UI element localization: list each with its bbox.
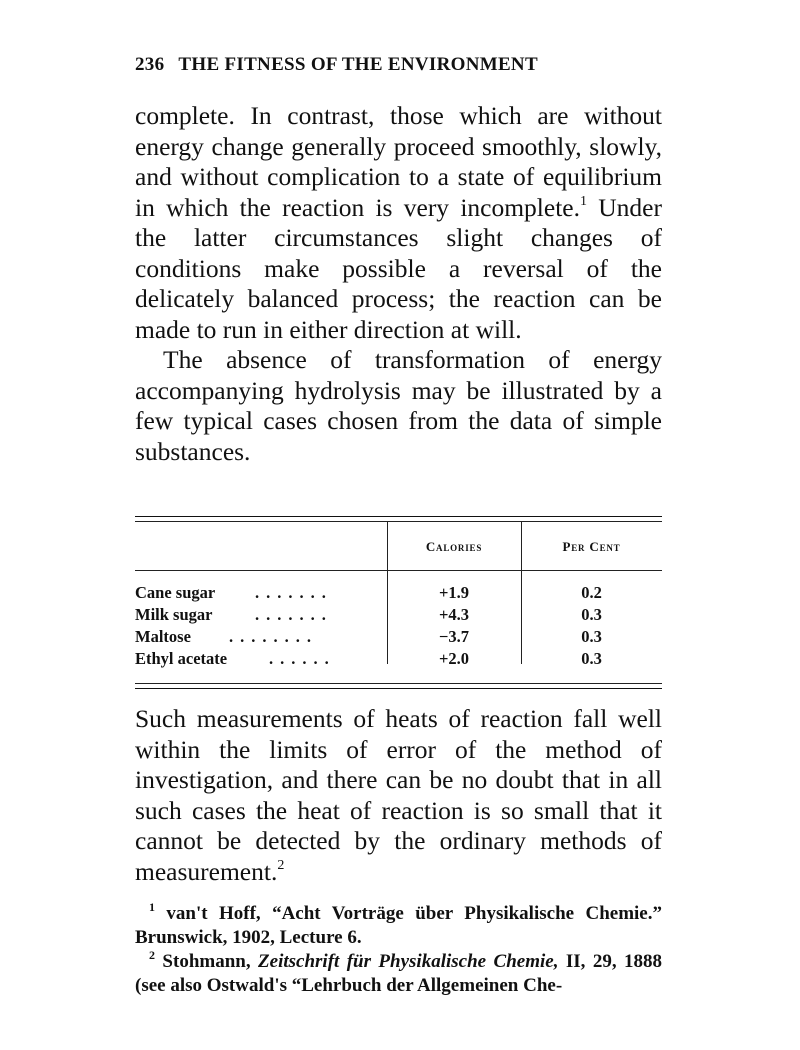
footnote-1 xyxy=(135,902,662,950)
row-calories: +4.3 xyxy=(438,605,470,624)
row-name: Maltose xyxy=(135,627,191,646)
footnote-2 xyxy=(135,950,662,998)
running-head xyxy=(135,54,662,76)
footnote-ref-2[interactable]: 2 xyxy=(277,857,285,873)
page-number: 236 xyxy=(135,54,165,75)
heats-of-reaction-table xyxy=(135,516,662,691)
header-rule xyxy=(135,570,662,571)
paragraph-1-text-a: complete. In contrast, those which are without energy change generally proceed smoothly, slowly, and without complication to a state of equilibrium in which the reaction is very incomplete. xyxy=(135,101,662,222)
leader-dots: ....... xyxy=(255,583,333,602)
leader-dots: ........ xyxy=(229,627,318,646)
footnote-ref-1[interactable]: 1 xyxy=(580,193,587,209)
running-title: THE FITNESS OF THE ENVIRONMENT xyxy=(178,54,538,75)
table-top-rule xyxy=(135,516,662,517)
footnote-1-text: van't Hoff, “Acht Vorträge über Physikalische Chemie.” Brunswick, 1902, Lecture 6. xyxy=(135,903,662,948)
column-header-calories: Calories xyxy=(425,539,483,554)
row-percent: 0.2 xyxy=(581,583,602,602)
row-calories: +2.0 xyxy=(438,649,470,668)
journal-title: Zeitschrift für Physikalische Chemie, xyxy=(258,951,559,972)
row-percent: 0.3 xyxy=(581,649,602,668)
paragraph-3-text: Such measurements of heats of reaction fall well within the limits of error of the method of investigation, and there can be no doubt that in all such cases the heat of reaction is so small that it cannot be detected by the ordinary methods of measurement. xyxy=(135,704,662,886)
footnote-2-text-a: Stohmann, xyxy=(155,951,259,972)
body-text-upper xyxy=(135,101,662,467)
paragraph-1-text-b: Under the latter circumstances slight changes of conditions make possible a reversal of the delicately balanced process; the reaction can be made to run in either direction at will. xyxy=(135,192,662,344)
footnote-mark-1: 1 xyxy=(149,900,155,914)
row-name: Cane sugar xyxy=(135,583,216,602)
row-calories: +1.9 xyxy=(438,583,470,602)
table-row xyxy=(135,649,662,671)
table-row xyxy=(135,605,662,627)
leader-dots: ....... xyxy=(255,605,333,624)
row-percent: 0.3 xyxy=(581,627,602,646)
footnote-mark-2: 2 xyxy=(149,948,155,962)
body-text-lower xyxy=(135,704,662,887)
column-header-percent: Per Cent xyxy=(562,539,621,554)
paragraph-2: The absence of transformation of energy accompanying hydrolysis may be illustrated by a few typical cases chosen from the data of simple substances. xyxy=(135,345,662,466)
leader-dots: ...... xyxy=(269,649,336,668)
table-bottom-rule-inner xyxy=(135,683,662,684)
paragraph-1 xyxy=(135,101,662,345)
paragraph-3 xyxy=(135,704,662,887)
row-calories: −3.7 xyxy=(438,627,470,646)
row-name: Ethyl acetate xyxy=(135,649,228,668)
row-name: Milk sugar xyxy=(135,605,213,624)
table-row xyxy=(135,627,662,649)
table-top-rule-inner xyxy=(135,521,662,522)
footnote-2-text-b: II, 29, 1888 (see also Ostwald's “Lehrbuch der Allgemeinen Che- xyxy=(135,951,662,996)
table-bottom-rule xyxy=(135,688,662,689)
row-percent: 0.3 xyxy=(581,605,602,624)
table-row xyxy=(135,583,662,605)
footnotes xyxy=(135,902,662,998)
